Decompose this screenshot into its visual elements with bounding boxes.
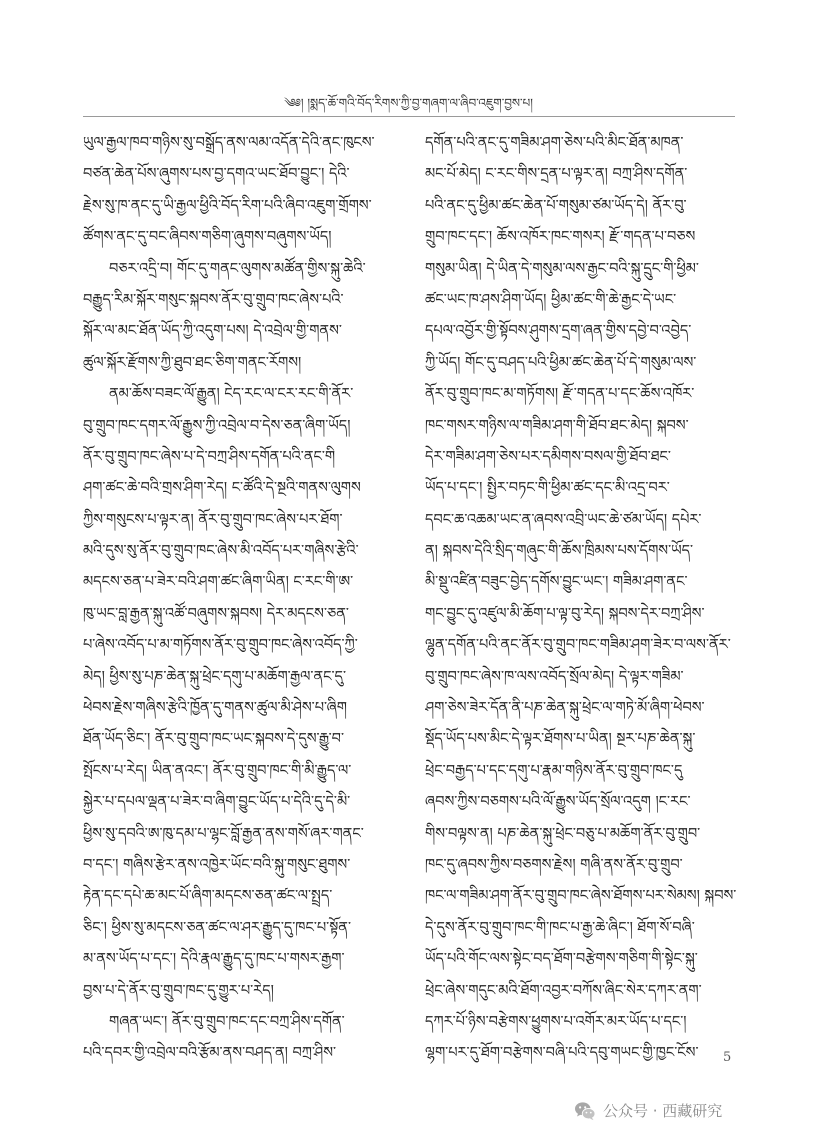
text-line: ཚུལ་སྐོར་རྫོགས་ཀྱི་ཐུབ་ཐང་ཅིག་གནང་རོགས།	[83, 354, 302, 371]
text-line: ལྷུན་དགོན་པའི་ནང་ནོར་བུ་གྲུབ་ཁང་གཟིམ་ཤག་ཟེར་བ་ལས་ནོར་	[425, 637, 731, 654]
text-line: དཔལ་འབྱོར་གྱི་སྟོབས་ཤུགས་དྲག་ཞན་གྱིས་དབྱེ་བ་འབྱེད་	[425, 323, 692, 340]
text-line: བུ་གྲུབ་ཁང་ཞེས་ཁ་ལས་འབོད་སྲོལ་མེད། དེ་ལྟར་གཟིམ་	[425, 668, 684, 685]
text-line: བྱས་པ་དེ་ནོར་བུ་གྲུབ་ཁང་དུ་གྱུར་པ་རེད།	[83, 982, 274, 999]
text-line: བཙན་ཆེན་པོས་ཞུགས་པས་བྱ་དགའ་ཡང་ཐོབ་བྱུང་། དེའི་	[83, 166, 350, 183]
text-line: ནོར་བུ་གྲུབ་ཁང་མ་གཏོགས། རྫོ་གདན་པ་དང་ཆོས་འཁོར་	[425, 386, 695, 403]
text-line: མདངས་ཅན་པ་ཟེར་བའི་ཤག་ཚང་ཞིག་ཡིན། ང་རང་གི་ཨ་	[83, 574, 354, 591]
text-line: ནོར་བུ་གྲུབ་ཁང་ཞེས་པ་དེ་བཀྲ་ཤིས་དགོན་པའི་ནང་གི	[83, 448, 336, 465]
text-line: སྡོད་ཡོད་པས་མིང་དེ་ལྟར་ཐོགས་པ་ཡིན། སྔར་པཎ་ཆེན་སྐུ་	[425, 731, 696, 748]
text-line: ཁང་དུ་ཞབས་ཀྱིས་བཅགས་རྗེས། གཞི་ནས་ནོར་བུ་གྲུབ་	[425, 856, 683, 873]
text-line: མི་སྡུ་འཛིན་བཟུང་བྱེད་དགོས་བྱུང་ཡང་། གཟིམ་ཤག་ནང་	[425, 574, 688, 591]
text-line: ཕྱིས་སུ་དབའི་ཨ་ཁུ་དམ་པ་ལྷང་བློ་རྒྱན་ནས་གསོ་ཞར་གནང་	[83, 825, 364, 842]
text-column-right	[425, 128, 740, 1070]
text-line: ཚོགས་ནང་དུ་བང་ཞིབས་གཅིག་ཞུགས་བཞུགས་ཡོད།	[83, 229, 332, 246]
text-line: མང་པོ་མེད། ང་རང་གིས་དྲན་པ་ལྟར་ན། བཀྲ་ཤིས་དགོན་	[425, 166, 688, 183]
text-line: མའི་དུས་སུ་ནོར་བུ་གྲུབ་ཁང་ཞེས་མི་འབོད་པར་གཞིས་རྩེའི་	[83, 543, 359, 560]
text-line: ཤག་ཚང་ཆེ་བའི་གྲས་ཤིག་རེད། ང་ཚོའི་དེ་སྔའི་གནས་ལུགས	[83, 480, 361, 497]
text-line: བརྒྱུད་རིམ་སྐོར་གསུང་སྐབས་ནོར་བུ་གྲུབ་ཁང་ཞེས་པའི་	[83, 291, 344, 308]
text-line: པ་ཞེས་འབོད་པ་མ་གཏོགས་ནོར་བུ་གྲུབ་ཁང་ཞེས་འབོད་ཀྱི་	[83, 637, 358, 654]
text-line: ཡུལ་རྒྱལ་ཁབ་གཉིས་སུ་བསྒྲོད་ནས་ལམ་འདོན་དེའི་ནང་ཁུངས་	[83, 135, 375, 151]
text-line: ཡོད་པ་དང་། སྤྱིར་བཏང་གི་ཕྱིམ་ཚང་དང་མི་འདྲ་བར་	[425, 480, 670, 497]
text-line: ཕྲེང་བརྒྱད་པ་དང་དགུ་པ་རྣམ་གཉིས་ནོར་བུ་གྲུབ་ཁང་དུ	[425, 762, 683, 779]
text-line: ཀྱིས་གསུངས་པ་ལྟར་ན། ནོར་བུ་གྲུབ་ཁང་ཞེས་པར་ཐོག་	[83, 511, 343, 528]
running-header: ༄༅། །སྨད་ཆོ་གའི་བོད་རིགས་ཀྱི་བྱ་གཞག་ལ་ཞིབ་འཇུག་བྱས་པ།	[284, 96, 533, 110]
text-line: གིས་བལྟས་ན། པཎ་ཆེན་སྐུ་ཕྲེང་བཅུ་པ་མཆོག་ནོར་བུ་གྲུབ་	[425, 825, 701, 842]
text-line: དཀར་པོ་ཉིས་བརྩེགས་ཕྱུགས་པ་འགོར་མར་ཡོད་པ་དང་།	[425, 1013, 687, 1030]
text-line: མེད། ཕྱིས་སུ་པཎ་ཆེན་སྐུ་ཕྲེང་དགུ་པ་མཆོག་རྒྱལ་ནང་དུ་	[83, 668, 346, 685]
page-number: 5	[723, 1050, 732, 1065]
text-line: ན། སྐབས་དེའི་སྲིད་གཞུང་གི་ཆོས་ཁྲིམས་པས་དོགས་ཡོད་	[425, 543, 694, 560]
text-line: བ་དང་། གཞིས་རྩེར་ནས་འཁྱེར་ཡོང་བའི་སྐུ་གསུང་ཐུགས་	[83, 856, 351, 873]
text-line: བུ་གྲུབ་ཁང་དགར་ལོ་རྒྱུས་ཀྱི་འབྲེལ་བ་དེས་ཅན་ཞིག་ཡོད།	[83, 417, 351, 434]
text-line: ཤག་ཅེས་ཟེར་དོན་ནི་པཎ་ཆེན་སྐུ་ཕྲེང་ལ་གཏེ་མོ་ཞིག་ཕེབས་	[425, 700, 705, 717]
text-line: གང་བྱུང་དུ་འཛུལ་མི་ཆོག་པ་ལྟ་བུ་རེད། སྐབས་དེར་བཀྲ་ཤིས་	[425, 605, 705, 622]
watermark-label: 公众号 · 西藏研究	[603, 1102, 723, 1120]
text-line: ཕྲེང་ཞེས་གདུང་མའི་ཐོག་འབྱར་བཀོས་ཞིང་སེར་དཀར་ནག་	[425, 982, 702, 999]
text-line: མ་ནས་ཡོད་པ་དང་། དེའི་རྣལ་རྒྱུད་དུ་ཁང་པ་གསར་རྒྱག་	[83, 951, 345, 968]
text-line: དགོན་པའི་ནང་དུ་གཟིམ་ཤག་ཅེས་པའི་མིང་ཐོན་མཁན་	[425, 135, 684, 151]
text-line: ཚང་ཡང་ཁ་ཤས་ཤིག་ཡོད། ཕྱིམ་ཚང་གི་ཆེ་རྒྱང་དེ་ཡང་	[425, 291, 677, 308]
text-line: པའི་ནང་དུ་ཕྱིམ་ཚང་ཆེན་པོ་གསུམ་ཙམ་ཡོད་དེ། ནོར་བུ་	[425, 197, 687, 214]
text-line: གཞན་ཡང་། ནོར་བུ་གྲུབ་ཁང་དང་བཀྲ་ཤིས་དགོན་	[109, 1013, 345, 1030]
text-line: དེར་གཟིམ་ཤག་ཅེས་པར་དམིགས་བསལ་གྱི་ཐོབ་ཐང་	[425, 448, 671, 465]
text-column-left	[83, 128, 398, 1070]
text-line: ཁང་ལ་གཟིམ་ཤག་ནོར་བུ་གྲུབ་ཁང་ཞེས་ཐོགས་པར་སེམས། སྐབས་	[425, 888, 737, 905]
text-line: ལྷག་པར་དུ་ཐོག་བརྩེགས་བཞི་པའི་དབུ་གཡང་གྱི་ཁྱང་ངོས་	[425, 1045, 699, 1062]
text-line: ཀྱི་ཡོད། གོང་དུ་བཤད་པའི་ཕྱིམ་ཚང་ཆེན་པོ་དེ་གསུམ་ལས་	[425, 354, 697, 371]
text-line: རྟེན་དང་དཔེ་ཆ་མང་པོ་ཞིག་མདངས་ཅན་ཚང་ལ་སྤྲད་	[83, 888, 333, 905]
text-line: དེ་དུས་ནོར་བུ་གྲུབ་ཁང་གི་ཁང་པ་རྒྱ་ཆེ་ཞིང་། ཐོག་སོ་བཞི་	[425, 919, 695, 936]
text-line: པའི་དབར་གྱི་འབྲེལ་བའི་རྩོམ་ནས་བཤད་ན། བཀྲ་ཤིས་	[83, 1045, 337, 1062]
text-line: ཐོན་ཡོད་ཅིང་། ནོར་བུ་གྲུབ་ཁང་ཡང་སྐབས་དེ་དུས་རྒྱུ་བ་	[83, 731, 345, 748]
text-line: ཡོད་པའི་གོང་ལས་སྟེང་བད་ཐོག་བརྩེགས་གཅིག་གི་སྟེང་སྐུ་	[425, 951, 698, 968]
wechat-icon	[574, 1101, 596, 1121]
text-line: དབང་ཆ་འཆམ་ཡང་ན་ཞབས་འབྲི་ཡང་ཆེ་ཙམ་ཡོད། དཔེར་	[425, 511, 702, 528]
text-line: གསུམ་ཡིན། དེ་ཡིན་དེ་གསུམ་ལས་རྒྱང་བའི་སྐུ་དྲུང་གི་ཕྱིམ་	[425, 260, 699, 277]
text-line: ཅིང་། ཕྱིས་སུ་མདངས་ཅན་ཚང་ལ་ཤར་རྒྱུད་དུ་ཁང་པ་སྟོན་	[83, 919, 351, 936]
text-line: ཁུ་ཡང་བླ་རྒྱན་སྐུ་འཚོ་བཞུགས་སྐབས། དེར་མདངས་ཅན་	[83, 605, 349, 622]
text-line: སྐོར་ལ་མང་ཐོན་ཡོད་ཀྱི་འདུག་པས། དེ་འབྲེལ་གྱི་གནས་	[83, 323, 342, 340]
text-line: རྗེས་སུ་ཁ་ནང་དུ་ཡི་རྒྱལ་ཕྱིའི་བོད་རིག་པའི་ཞིབ་འཇུག་གྲོགས་	[83, 197, 372, 214]
text-line: གྲུབ་ཁང་དང་། ཆོས་འཁོར་ཁང་གསར། རྫོ་གདན་པ་བཅས	[425, 229, 696, 246]
wechat-watermark	[574, 1100, 722, 1121]
text-line: སྐྱེར་པ་དཔལ་ལྡན་པ་ཟེར་བ་ཞིག་བྱུང་ཡོད་པ་དེའི་དུ་དེ་མི་	[83, 794, 351, 811]
text-line: ཞབས་ཀྱིས་བཅགས་པའི་ལོ་རྒྱུས་ཡོད་སྲོལ་འདུག །ང་རང་	[425, 794, 691, 811]
text-line: སྤོངས་པ་རེད། ཡིན་ནའང་། ནོར་བུ་གྲུབ་ཁང་གི་མི་རྒྱུད་ལ་	[83, 762, 352, 779]
text-line: བཅར་འདྲི་བ། གོང་དུ་གནང་ལུགས་མཚོན་གྱིས་སྐུ་ཆེའི་	[109, 260, 366, 277]
text-line: ཕེབས་རྗེས་གཞིས་རྩེའི་ཁྱོན་དུ་གནས་ཚུལ་མི་ཤེས་པ་ཞིག	[83, 700, 347, 717]
text-line: ནམ་ཆོས་བཟང་ལོ་རྒྱུན། ངེད་རང་ལ་ངར་རང་གི་ནོར་	[109, 386, 354, 403]
header-rule	[83, 116, 735, 117]
text-line: ཁང་གསར་གཉིས་ལ་གཟིམ་ཤག་གི་ཐོབ་ཐང་མེད། སྐབས་	[425, 417, 689, 434]
